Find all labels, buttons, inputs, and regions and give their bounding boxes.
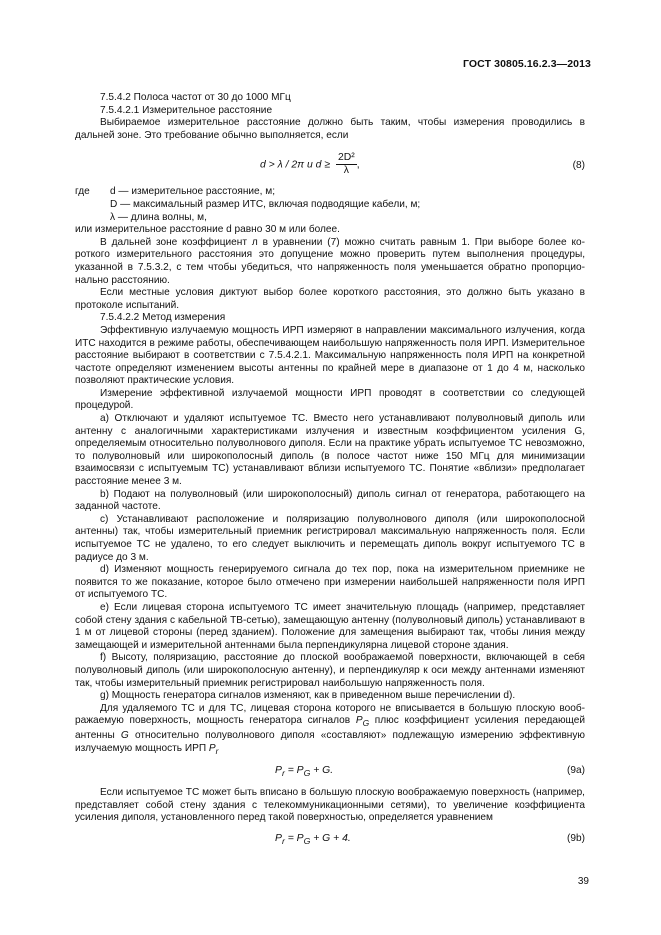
section-heading: 7.5.4.2.1 Измерительное расстояние: [100, 104, 273, 116]
where-tail: или измерительное расстояние d равно 30 м или более.: [75, 224, 340, 236]
symbol: P: [355, 715, 363, 727]
symbol-sub: r: [215, 745, 219, 756]
where-block: [75, 186, 585, 236]
equation-number: (9b): [567, 832, 585, 844]
symbol: P: [275, 832, 282, 844]
fraction-numerator: 2D²: [337, 152, 355, 164]
symbol: G: [120, 729, 129, 741]
symbol-sub: r: [281, 835, 285, 846]
standard-header: ГОСТ 30805.16.2.3—2013: [463, 58, 591, 70]
list-item-a: а) Отключают и удаляют испытуемое ТС. Вместо него устанавливают полуволновый диполь или антенну с аналогичными характеристиками излучения и известным коэффициентом усиления G, определяемым относительно полуволнового диполя. Если на практике убрать испытуемое ТС невозможно, то полуволновый или широкополосный диполь (в полосе частот ниже 150 МГц для минимизации взаимосвязи с испытуемым ТС) устанавливают вблизи испытуемого ТС. Понятие «вблизи» предполагает расстояние менее 3 м.: [75, 413, 585, 488]
equation-9a: [75, 761, 585, 783]
where-row: [75, 186, 585, 199]
text-run: плюс коэффициент усиления передающей антенны: [75, 715, 585, 741]
text-run: Для удаляемого ТС и для ТС, лицевая сторона которого не вписывается в большую плоскую воображаемую поверхность, мощность генератора сигналов: [75, 702, 585, 727]
formula-lhs: d > λ / 2π и d ≥: [260, 159, 333, 171]
equation-text: + G.: [310, 765, 334, 777]
formula-tail: ,: [356, 159, 360, 171]
list-item-b: b) Подают на полуволновый (или широкополосный) диполь сигнал от генератора, работающего на заданной частоте.: [75, 488, 585, 513]
where-row: [75, 224, 585, 237]
text-run: относительно полуволнового диполя «составляют» подлежащую измерению эффективную излучаемую мощность ИРП: [75, 729, 585, 754]
formula-expression: [260, 152, 360, 177]
symbol-sub: G: [362, 718, 370, 729]
where-lead: где: [75, 186, 90, 198]
paragraph: [75, 703, 585, 757]
symbol-sub: G: [303, 835, 311, 846]
equation-number: (9a): [567, 765, 585, 777]
symbol-sub: r: [281, 768, 285, 779]
list-item-e: e) Если лицевая сторона испытуемого ТС имеет значительную площадь (например, представляет собой стену здания с кабельной ТВ-сетью), замещающую антенну (полуволновый диполь) устанавливают в 1 м от лицевой стороны (перед зданием). Положение для замещения выбирают так, чтобы линия между замещающей и измерительной антеннами была перпендикулярна лицевой стороне здания.: [75, 601, 585, 651]
section-heading: 7.5.4.2 Полоса частот от 30 до 1000 МГц: [100, 92, 291, 103]
paragraph: Если испытуемое ТС может быть вписано в большую плоскую воображаемую поверхность (например, представляет собой стену здания с телекоммуникационными сетями), то увеличение коэффициента усиления диполя, установленного перед такой поверхностью, определяется уравнением: [75, 787, 585, 824]
formula-number: (8): [572, 160, 585, 172]
page-number: 39: [577, 876, 589, 887]
where-item-lambda: λ — длина волны, м,: [110, 211, 207, 223]
list-item-f: f) Высоту, поляризацию, расстояние до плоской воображаемой поверхности, включающей в себя полуволновый диполь (или широкополосную антенну), и перпендикуляр к оси между антеннами изменяют так, чтобы измерительный приемник регистрировал наибольшую напряженность поля.: [75, 652, 585, 689]
list-item-d: d) Изменяют мощность генерируемого сигнала до тех пор, пока на измерительном приемнике не появится то же показание, которое было отмечено при измерении наибольшей напряженности поля ИРП от испытуемого ТС.: [75, 564, 585, 601]
fraction-denominator: λ: [343, 165, 349, 177]
formula-fraction: [336, 152, 357, 177]
equation-expression: [275, 833, 351, 848]
symbol: P: [208, 742, 216, 754]
where-row: [75, 199, 585, 212]
list-item-c: c) Устанавливают расположение и поляризацию полуволнового диполя (или широкополосной антенны) так, чтобы измерительный приемник регистрировал максимальную напряженность поля. Если испытуемое ТС не удалено, то его следует выключить и перемещать диполь вокруг испытуемого ТС в радиусе до 3 м.: [75, 513, 585, 563]
symbol-sub: G: [303, 768, 311, 779]
paragraph: Выбираемое измерительное расстояние должно быть таким, чтобы измерения проводились в дальней зоне. Это требование обычно выполняется, если: [75, 117, 585, 141]
list-item-g: g) Мощность генератора сигналов изменяют, как в приведенном выше перечислении d).: [100, 690, 516, 702]
paragraph: Эффективную излучаемую мощность ИРП измеряют в направлении максимального излучения, когда ИТС находится в режиме работы, обеспечивающем наибольшую напряженность поля ИРП. Измерительное расстояние выбирают в соответствии с 7.5.4.2.1. Максимальную напряженность поля ИРП на конкретной частоте определяют изменением высоты антенны по крайней мере в диапазоне от 1 до 4 м, насколько позволяют практические условия.: [75, 324, 585, 387]
formula-8: [75, 148, 585, 182]
paragraph: В дальней зоне коэффициент л в уравнении (7) можно считать равным 1. При выборе более короткого измерительного расстояния это допущение можно проверить путем выполнения процедуры, указанной в 7.5.3.2, с тем чтобы убедиться, что напряженность поля уменьшается обратно пропорционально расстоянию.: [75, 236, 585, 286]
where-item-D: D — максимальный размер ИТС, включая подводящие кабели, м;: [110, 198, 421, 210]
paragraph: Если местные условия диктуют выбор более короткого расстояния, это должно быть указано в протоколе испытаний.: [75, 287, 585, 311]
equation-text: = P: [287, 832, 304, 844]
symbol: P: [275, 765, 282, 777]
where-item-d: d — измерительное расстояние, м;: [110, 186, 276, 198]
equation-expression: [275, 765, 333, 780]
paragraph: Измерение эффективной излучаемой мощности ИРП проводят в соответствии со следующей процедурой.: [75, 387, 585, 412]
equation-text: = P: [287, 765, 304, 777]
where-row: [75, 212, 585, 225]
page-content: [75, 92, 585, 855]
equation-9b: [75, 829, 585, 851]
section-heading: 7.5.4.2.2 Метод измерения: [100, 312, 226, 324]
equation-text: + G + 4.: [310, 832, 351, 844]
